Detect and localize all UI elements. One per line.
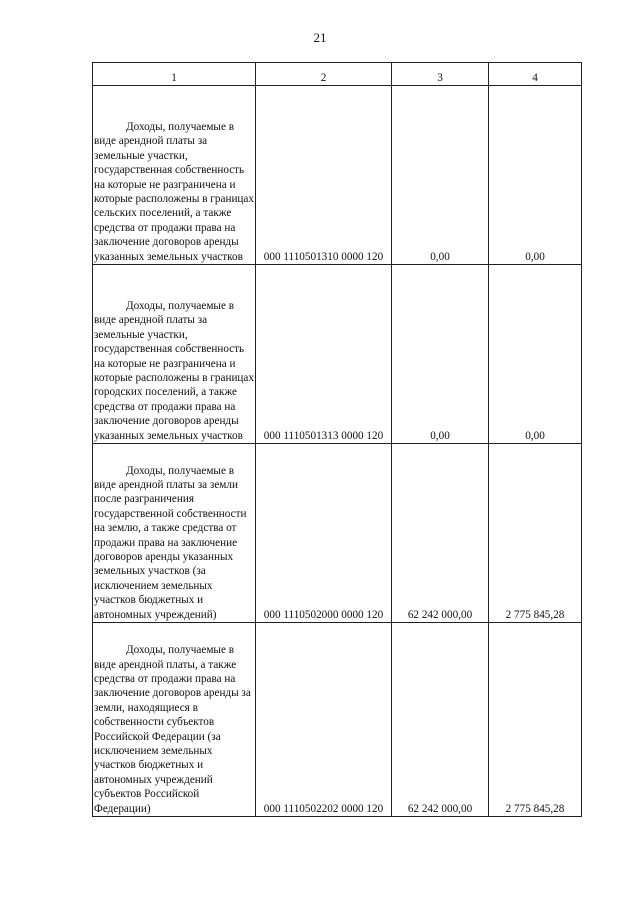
column-header-3: 3 — [392, 63, 489, 86]
plan-amount: 0,00 — [392, 86, 489, 265]
table-row — [93, 444, 582, 623]
actual-amount: 2 775 845,28 — [489, 623, 582, 817]
revenue-description: Доходы, получаемые в виде арендной платы за земли после разграничения государственной собственности на землю, а также средства от продажи права на заключение договоров аренды указанных земельных участков (за исключением земельных участков бюджетных и автономных учреждений) — [93, 444, 256, 623]
table-body — [93, 86, 582, 817]
revenue-table — [92, 62, 582, 817]
plan-amount: 0,00 — [392, 265, 489, 444]
header-row — [93, 63, 582, 86]
plan-amount: 62 242 000,00 — [392, 623, 489, 817]
actual-amount: 0,00 — [489, 86, 582, 265]
table-row — [93, 623, 582, 817]
actual-amount: 2 775 845,28 — [489, 444, 582, 623]
budget-code: 000 1110501313 0000 120 — [256, 265, 392, 444]
budget-code: 000 1110501310 0000 120 — [256, 86, 392, 265]
table-header — [93, 63, 582, 86]
table-row — [93, 265, 582, 444]
budget-code: 000 1110502000 0000 120 — [256, 444, 392, 623]
column-header-1: 1 — [93, 63, 256, 86]
plan-amount: 62 242 000,00 — [392, 444, 489, 623]
revenue-description: Доходы, получаемые в виде арендной платы, а также средства от продажи права на заключение договоров аренды за земли, находящиеся в собственности субъектов Российской Федерации (за исключением земельных участков бюджетных и автономных учреждений субъектов Российской Федерации) — [93, 623, 256, 817]
revenue-description: Доходы, получаемые в виде арендной платы за земельные участки, государственная собственность на которые не разграничена и которые расположены в границах городских поселений, а также средства от продажи права на заключение договоров аренды указанных земельных участков — [93, 265, 256, 444]
revenue-description: Доходы, получаемые в виде арендной платы за земельные участки, государственная собственность на которые не разграничена и которые расположены в границах сельских поселений, а также средства от продажи права на заключение договоров аренды указанных земельных участков — [93, 86, 256, 265]
column-header-2: 2 — [256, 63, 392, 86]
budget-code: 000 1110502202 0000 120 — [256, 623, 392, 817]
actual-amount: 0,00 — [489, 265, 582, 444]
table-row — [93, 86, 582, 265]
column-header-4: 4 — [489, 63, 582, 86]
page-number: 21 — [313, 30, 327, 45]
